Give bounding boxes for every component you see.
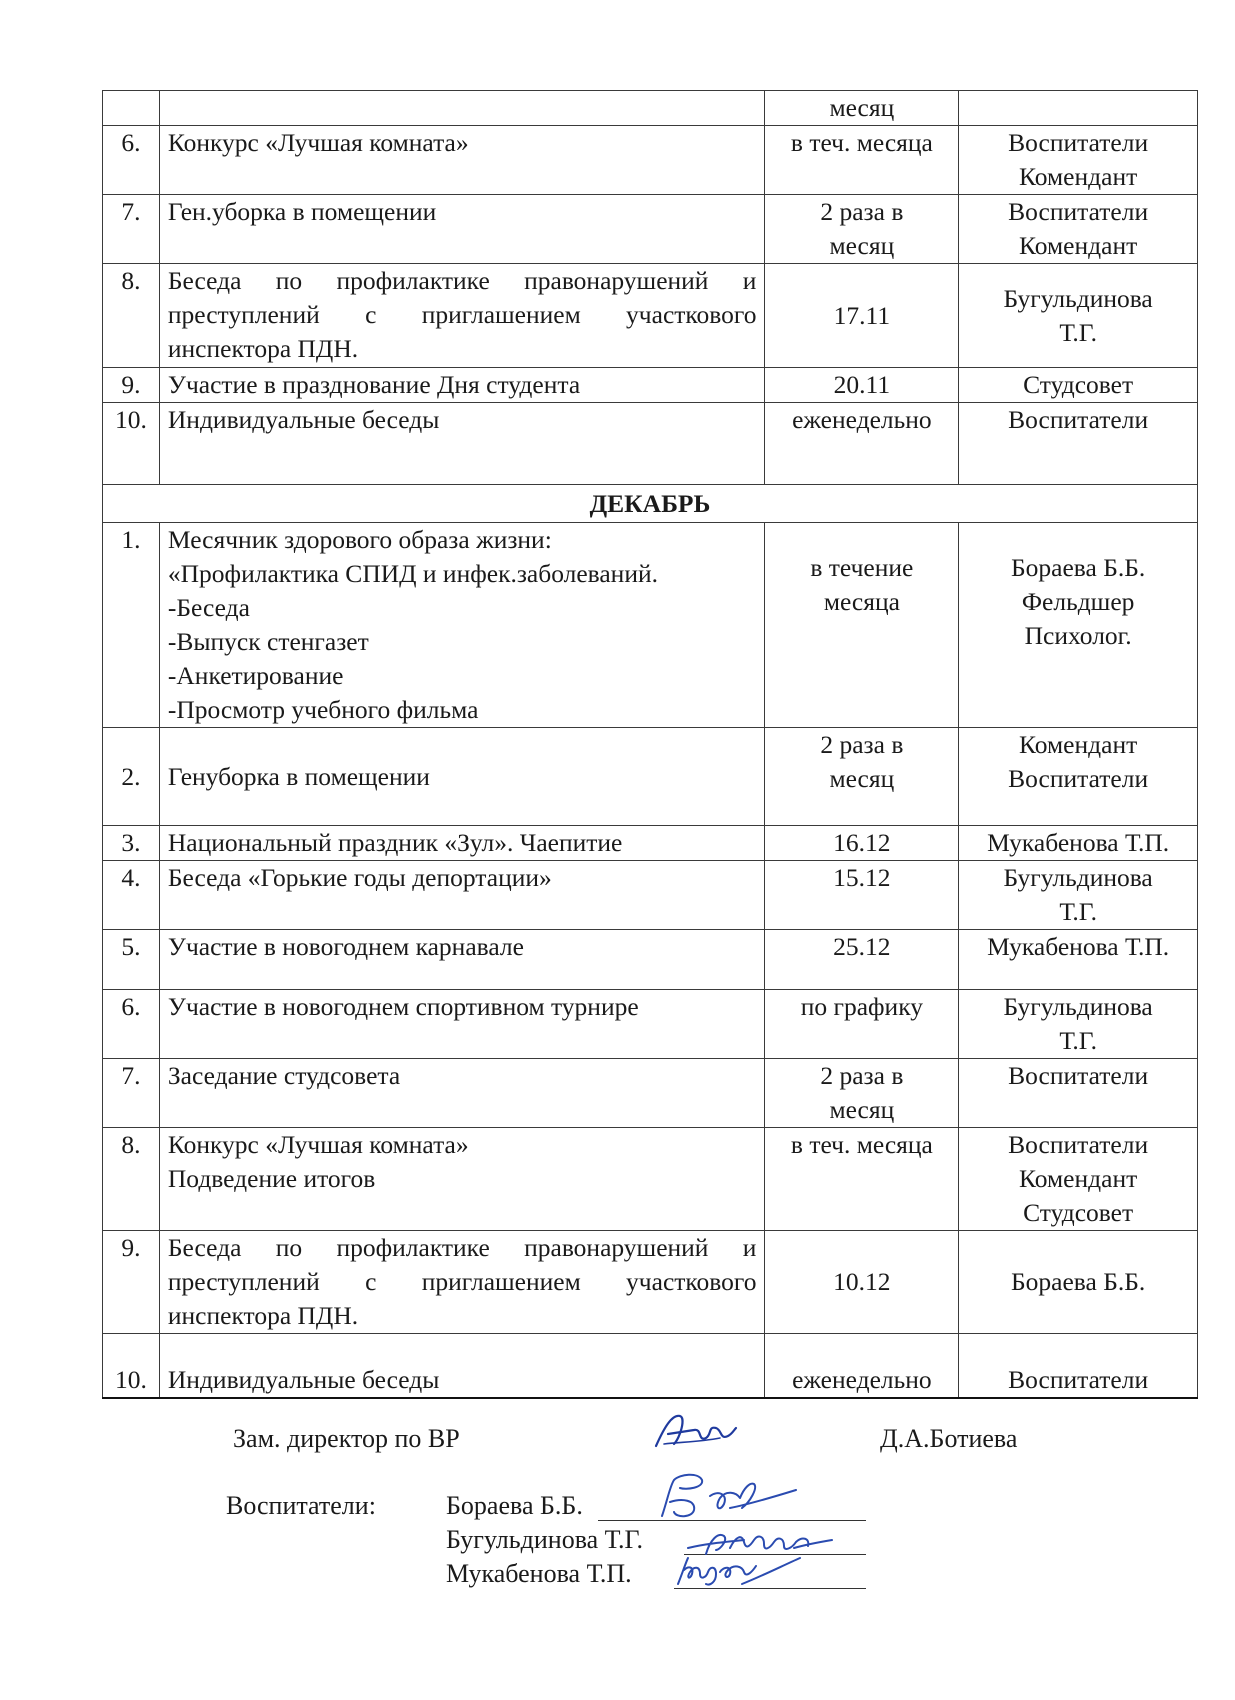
row-number: 8. [103,264,160,368]
row-date: 17.11 [765,264,959,368]
cell-line: -Выпуск стенгазет [167,627,369,656]
row-responsible: Мукабенова Т.П. [959,930,1198,990]
cell-line: «Профилактика СПИД и инфек.заболеваний. [167,559,658,588]
cell-line: месяца [823,587,900,616]
row-date: по графику [765,990,959,1059]
cell-line: -Беседа [167,593,250,622]
deputy-title: Зам. директор по ВР [233,1424,460,1453]
row-date: еженедельно [765,1334,959,1398]
row-activity: Беседа по профилактике правонарушений и преступлений с приглашением участкового инспектора ПДН. [159,264,765,368]
row-activity: Беседа «Горькие годы депортации» [159,861,765,930]
cell-line: Т.Г. [1059,897,1097,926]
row-responsible: Мукабенова Т.П. [959,826,1198,861]
row-number: 5. [103,930,160,990]
row-number: 2. [103,728,160,826]
cell-line: Фельдшер [1021,587,1135,616]
row-responsible: Воспитатели [959,1334,1198,1398]
cell-line: Воспитатели [1008,128,1149,157]
row-number: 9. [103,368,160,403]
row-date: 16.12 [765,826,959,861]
cell-line: Месячник здорового образа жизни: [167,525,552,554]
row-number: 3. [103,826,160,861]
row-date: 20.11 [765,368,959,403]
row-activity: Заседание студсовета [159,1059,765,1128]
row-responsible: Воспитатели [959,403,1198,485]
row-number: 1. [103,523,160,728]
cell-line: Воспитатели [1008,764,1149,793]
row-date: 25.12 [765,930,959,990]
cell-line: в течение [810,553,914,582]
row-responsible: Воспитатели [959,1059,1198,1128]
row-activity: Генуборка в помещении [159,728,765,826]
cell-line: Комендант [1019,162,1138,191]
cell-line: 2 раза в [820,730,904,759]
cell-line: месяц [829,231,895,260]
row-number: 10. [103,403,160,485]
deputy-signature [650,1408,740,1456]
row-number: 10. [103,1334,160,1398]
cell-line: Т.Г. [1059,1026,1097,1055]
cell-line: Воспитатели [1008,197,1149,226]
cell-line: Студсовет [1023,1198,1134,1227]
row-number: 7. [103,195,160,264]
cell-line: Подведение итогов [167,1164,376,1193]
cell-line: Воспитатели [1008,1130,1149,1159]
educator-name: Бугульдинова Т.Г. [446,1525,644,1554]
cell-line: 2 раза в [820,197,904,226]
row-activity: Индивидуальные беседы [159,1334,765,1398]
row-activity: Участие в новогоднем карнавале [159,930,765,990]
row-activity: Участие в новогоднем спортивном турнире [159,990,765,1059]
row-date: еженедельно [765,403,959,485]
cell-line: Бугульдинова [1003,992,1153,1021]
row-activity: Конкурс «Лучшая комната» [159,126,765,195]
cell-line: Комендант [1019,231,1138,260]
row-date: 15.12 [765,861,959,930]
educator-name: Бораева Б.Б. [446,1491,583,1520]
cell-line: 2 раза в [820,1061,904,1090]
row-activity: Национальный праздник «Зул». Чаепитие [159,826,765,861]
row-number: 7. [103,1059,160,1128]
cell-line: -Анкетирование [167,661,344,690]
row-activity: Беседа по профилактике правонарушений и преступлений с приглашением участкового инспектора ПДН. [159,1231,765,1334]
row-activity: Участие в празднование Дня студента [159,368,765,403]
row-number: 4. [103,861,160,930]
row-responsible: Бораева Б.Б. [959,1231,1198,1334]
cell-line: Бугульдинова [1003,283,1153,313]
row-date: месяц [765,91,959,126]
row-date: в теч. месяца [765,126,959,195]
educator-name: Мукабенова Т.П. [446,1559,632,1588]
row-number: 6. [103,990,160,1059]
deputy-name: Д.А.Ботиева [880,1424,1018,1453]
cell-line: Конкурс «Лучшая комната» [167,1130,469,1159]
cell-line: -Просмотр учебного фильма [167,695,479,724]
cell-line: месяц [829,1095,895,1124]
cell-line: Бугульдинова [1003,863,1153,892]
row-activity: Индивидуальные беседы [159,403,765,485]
educators-label: Воспитатели: [226,1491,376,1520]
cell-line: Психолог. [1024,621,1132,650]
section-title: ДЕКАБРЬ [103,485,1198,523]
row-number: 9. [103,1231,160,1334]
cell-line: Т.Г. [1059,317,1097,347]
row-date: 10.12 [765,1231,959,1334]
row-date: в теч. месяца [765,1128,959,1231]
cell-line: месяц [829,764,895,793]
cell-line: Комендант [1019,1164,1138,1193]
row-responsible: Студсовет [959,368,1198,403]
row-activity: Ген.уборка в помещении [159,195,765,264]
educator-signature [672,1548,802,1592]
educator-signature [640,1468,800,1528]
row-number: 6. [103,126,160,195]
row-number: 8. [103,1128,160,1231]
cell-line: Комендант [1019,730,1138,759]
cell-line: Бораева Б.Б. [1011,553,1146,582]
